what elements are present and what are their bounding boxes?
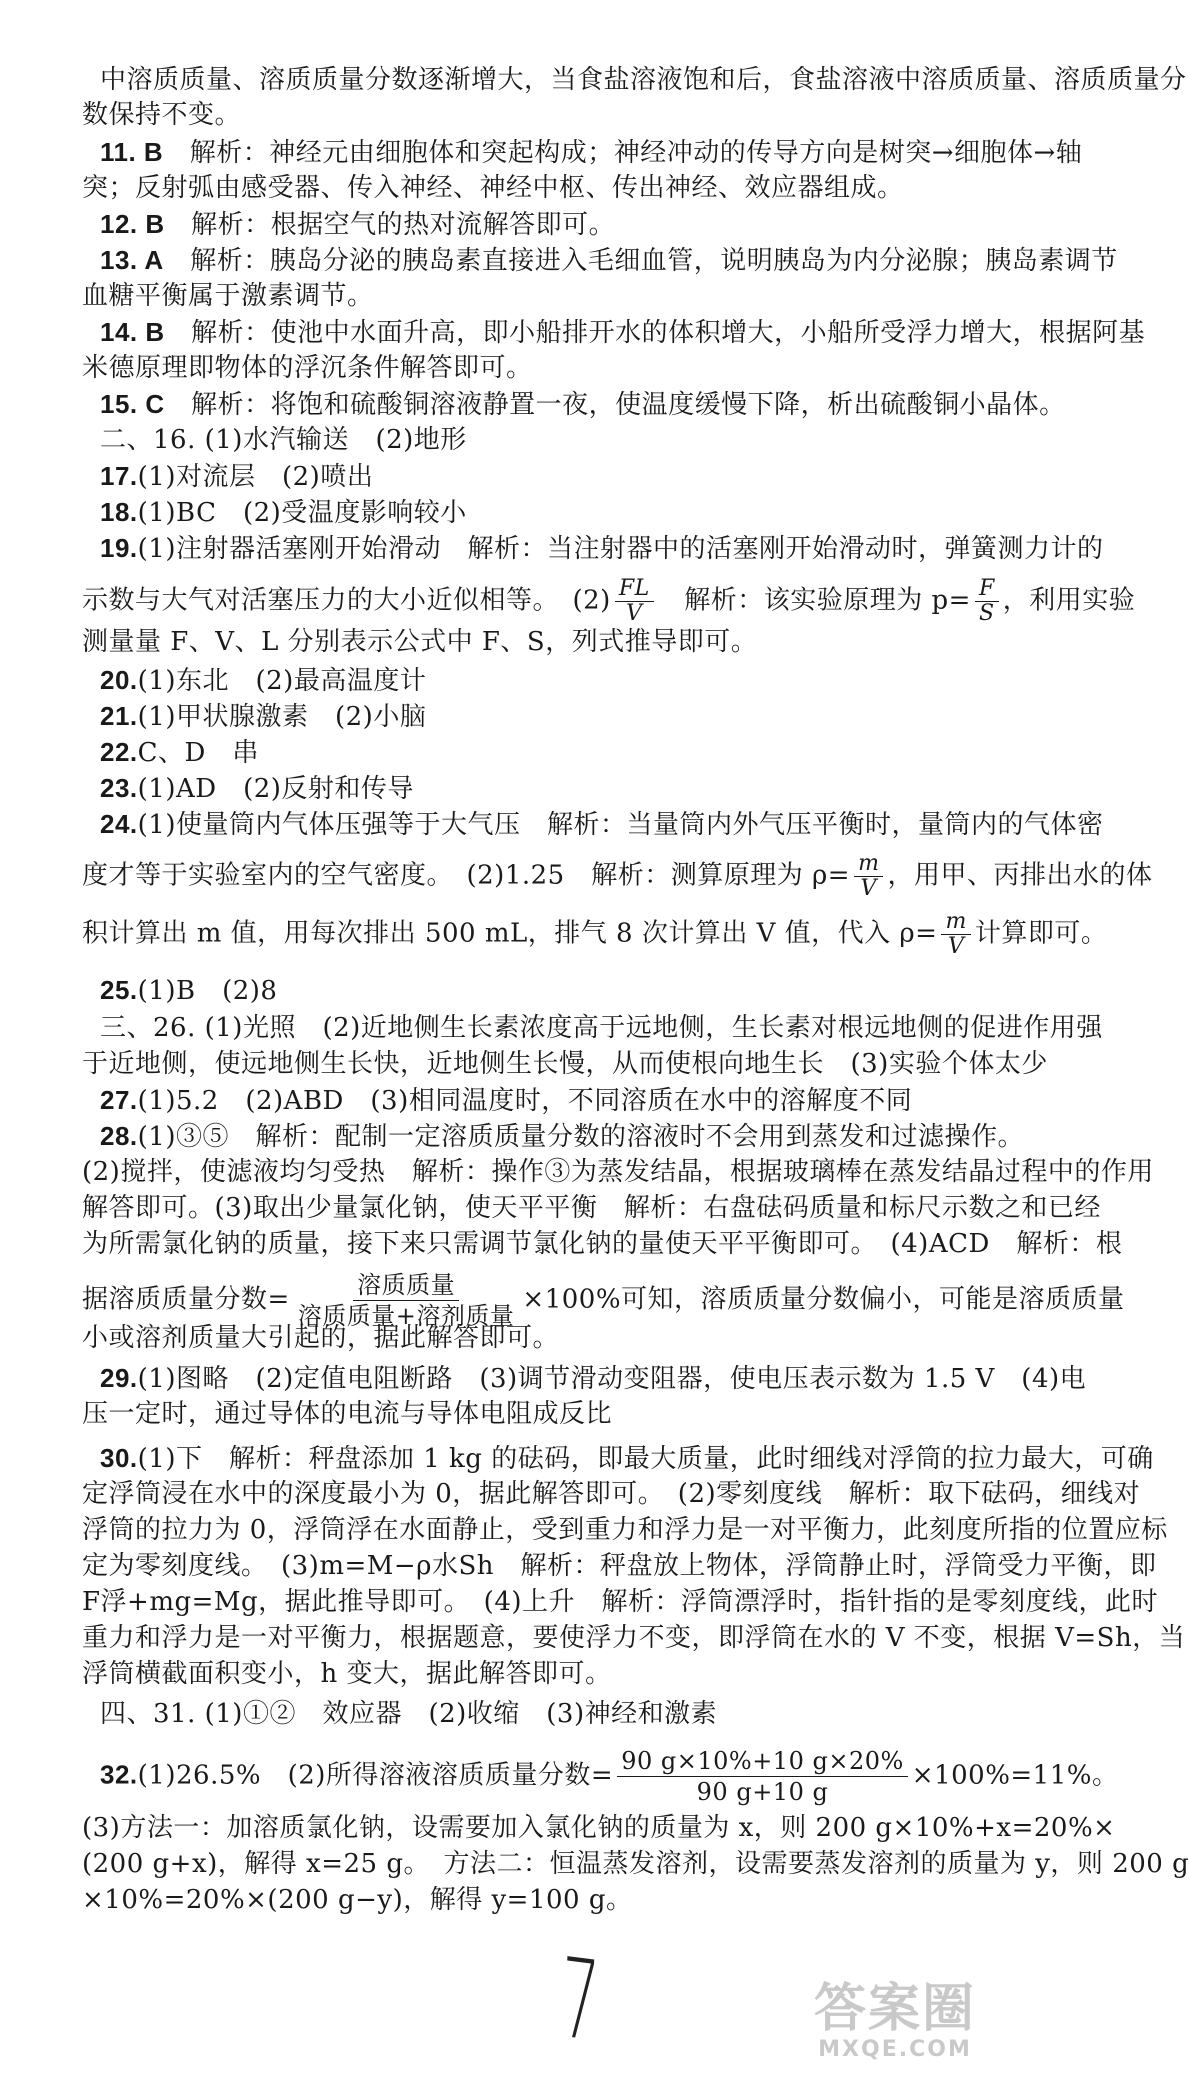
answer-text: (1)③⑤ 解析：配制一定溶质质量分数的溶液时不会用到蒸发和过滤操作。 [137,1122,1024,1152]
answer-28 [100,1118,1024,1155]
text-segment: 据溶质质量分数= [82,1284,290,1315]
text-segment: 计算即可。 [974,918,1108,949]
text-line: 定为零刻度线。 (3)m=M−ρ水Sh 解析：秤盘放上物体，浮筒静止时，浮筒受力平衡，即 [82,1551,1157,1581]
question-number: 21. [100,701,138,731]
fraction-denominator: 溶质质量+溶剂质量 [297,1302,515,1330]
text-segment: ，利用实验 [1002,585,1136,616]
answer-32 [100,1746,1119,1807]
answer-text: (1)使量筒内气体压强等于大气压 解析：当量筒内外气压平衡时，量筒内的气体密 [137,810,1104,840]
answer-text: (1)AD (2)反射和传导 [137,774,414,804]
question-number: 13. A [100,245,164,275]
question-number: 18. [100,497,138,527]
formula-line [82,851,1153,901]
question-number: 32. [100,1759,138,1790]
text-line: 解答即可。(3)取出少量氯化钠，使天平平衡 解析：右盘砝码质量和标尺示数之和已经 [82,1193,1101,1223]
answer-text: 解析：将饱和硫酸铜溶液静置一夜，使温度缓慢下降，析出硫酸铜小晶体。 [191,390,1066,420]
answer-text: 解析：根据空气的热对流解答即可。 [191,210,616,240]
answer-17 [100,458,995,495]
question-number: 24. [100,809,138,839]
section-three-heading: 三、26. (1)光照 (2)近地侧生长素浓度高于远地侧，生长素对根远地侧的促进作用强 [100,1013,1103,1043]
question-number: 29. [100,1363,138,1393]
question-number: 11. B [100,137,164,167]
answer-15 [100,386,1066,423]
watermark [800,1980,990,2066]
answer-29 [100,1360,1087,1397]
watermark-title: 答案圈 [813,1979,976,2039]
question-number: 23. [100,773,138,803]
text-line: 浮筒的拉力为 0，浮筒浮在水面静止，受到重力和浮力是一对平衡力，此刻度所指的位置应标 [82,1515,1168,1545]
text-line: 压一定时，通过导体的电流与导体电阻成反比 [82,1399,613,1429]
text-line: 测量量 F、V、L 分别表示公式中 F、S，列式推导即可。 [82,627,758,657]
fraction [615,577,654,626]
question-number: 20. [100,665,138,695]
text-line: 小或溶剂质量大引起的，据此解答即可。 [82,1323,560,1353]
question-number: 19. [100,533,138,563]
answer-19 [100,530,1104,567]
answer-text: 解析：神经元由细胞体和突起构成；神经冲动的传导方向是树突→细胞体→轴 [189,138,1083,168]
formula-line [82,576,1136,626]
text-segment: 解析：该实验原理为 p= [684,585,971,616]
fraction-numerator: FL [615,577,654,602]
text-segment: 积计算出 m 值，用每次排出 500 mL，排气 8 次计算出 V 值，代入 ρ= [82,918,938,949]
answer-text: (1)甲状腺激素 (2)小脑 [137,702,427,732]
answer-18 [100,494,995,531]
section-two-heading: 二、16. (1)水汽输送 (2)地形 [100,425,467,455]
question-number: 28. [100,1121,138,1151]
watermark-url: MXQE.COM [818,2037,972,2062]
fraction-numerator: F [975,577,999,602]
text-segment: 示数与大气对活塞压力的大小近似相等。 (2) [82,585,611,616]
fraction [941,910,970,959]
fraction-denominator: V [947,934,965,959]
fraction-denominator: 90 g+10 g [696,1778,829,1806]
answer-text: (1)5.2 (2)ABD (3)相同温度时，不同溶质在水中的溶解度不同 [137,1086,913,1116]
answer-text: C、D 串 [137,738,259,768]
fraction [617,1746,908,1807]
text-line: ×10%=20%×(200 g−y)，解得 y=100 g。 [82,1885,633,1915]
fraction-numerator: m [941,910,970,935]
section-four-heading: 四、31. (1)①② 效应器 (2)收缩 (3)神经和激素 [100,1699,718,1729]
text-segment: 度才等于实验室内的空气密度。 (2)1.25 解析：测算原理为 ρ= [82,860,851,891]
answer-30 [100,1440,1154,1477]
question-number: 12. B [100,209,165,239]
answer-12 [100,206,995,243]
question-number: 25. [100,975,138,1005]
text-line: 浮筒横截面积变小，h 变大，据此解答即可。 [82,1659,612,1689]
text-line: 血糖平衡属于激素调节。 [82,281,374,311]
text-line: 于近地侧，使远地侧生长快，近地侧生长慢，从而使根向地生长 (3)实验个体太少 [82,1049,1048,1079]
answer-25 [100,972,995,1009]
answer-text: (1)BC (2)受温度影响较小 [137,498,467,528]
text-line: (3)方法一：加溶质氯化钠，设需要加入氯化钠的质量为 x，则 200 g×10%+x=20%× [82,1813,1116,1843]
text-line: (200 g+x)，解得 x=25 g。 方法二：恒温蒸发溶剂，设需要蒸发溶剂的质量为 y，则 200 g [82,1849,1189,1879]
answer-text: (1)东北 (2)最高温度计 [137,666,427,696]
text-line: 中溶质质量、溶质质量分数逐渐增大，当食盐溶液饱和后，食盐溶液中溶质质量、溶质质量分 [100,65,1187,95]
fraction-numerator: 90 g×10%+10 g×20% [617,1746,908,1777]
text-line: 重力和浮力是一对平衡力，根据题意，要使浮力不变，即浮筒在水的 V 不变，根据 V=Sh，当 [82,1623,1186,1653]
fraction-denominator: V [626,601,643,626]
answer-13 [100,242,1118,279]
answer-text: 解析：使池中水面升高，即小船排开水的体积增大，小船所受浮力增大，根据阿基 [191,318,1146,348]
text-line: 为所需氯化钠的质量，接下来只需调节氯化钠的量使天平平衡即可。 (4)ACD 解析：根 [82,1229,1123,1259]
answer-14 [100,314,1146,351]
fraction-denominator: S [979,601,995,626]
question-number: 17. [100,461,138,491]
answer-text: (1)图略 (2)定值电阻断路 (3)调节滑动变阻器，使电压表示数为 1.5 V (4)电 [137,1364,1087,1394]
answer-23 [100,770,995,807]
question-number: 15. C [100,389,165,419]
answer-text: (1)对流层 (2)喷出 [137,462,374,492]
text-segment: ×100%=11%。 [911,1760,1119,1791]
answer-11 [100,134,1083,171]
question-number: 14. B [100,317,165,347]
text-line: 定浮筒浸在水中的深度最小为 0，据此解答即可。 (2)零刻度线 解析：取下砝码，细线对 [82,1479,1141,1509]
question-number: 27. [100,1085,138,1115]
fraction-numerator: 溶质质量 [353,1270,459,1301]
question-number: 30. [100,1443,138,1473]
answer-text: (1)B (2)8 [137,976,278,1006]
text-line: F浮+mg=Mg，据此推导即可。 (4)上升 解析：浮筒漂浮时，指针指的是零刻度线，此时 [82,1587,1159,1617]
text-line: 数保持不变。 [82,100,242,130]
fraction-denominator: V [860,876,877,901]
text-segment: ×100%可知，溶质质量分数偏小，可能是溶质质量 [522,1284,1125,1315]
answer-20 [100,662,995,699]
fraction [854,852,883,901]
answer-text: 解析：胰岛分泌的胰岛素直接进入毛细血管，说明胰岛为内分泌腺；胰岛素调节 [190,246,1118,276]
fraction [975,577,999,626]
text-line: 突；反射弧由感受器、传入神经、神经中枢、传出神经、效应器组成。 [82,173,904,203]
text-segment: ，用甲、丙排出水的体 [887,860,1153,891]
answer-27 [100,1082,995,1119]
page-number: 7 [558,1933,602,2067]
answer-text: (1)注射器活塞刚开始滑动 解析：当注射器中的活塞刚开始滑动时，弹簧测力计的 [137,534,1104,564]
answer-text: (1)下 解析：秤盘添加 1 kg 的砝码，即最大质量，此时细线对浮筒的拉力最大，可确 [137,1444,1154,1474]
answer-24 [100,806,1104,843]
formula-line [82,909,1108,959]
question-number: 22. [100,737,138,767]
text-line: 米德原理即物体的浮沉条件解答即可。 [82,353,533,383]
fraction-numerator: m [854,852,883,877]
text-line: (2)搅拌，使滤液均匀受热 解析：操作③为蒸发结晶，根据玻璃棒在蒸发结晶过程中的作用 [82,1157,1154,1187]
answer-21 [100,698,995,735]
text-segment: (1)26.5% (2)所得溶液溶质质量分数= [137,1760,614,1791]
answer-22 [100,734,995,771]
